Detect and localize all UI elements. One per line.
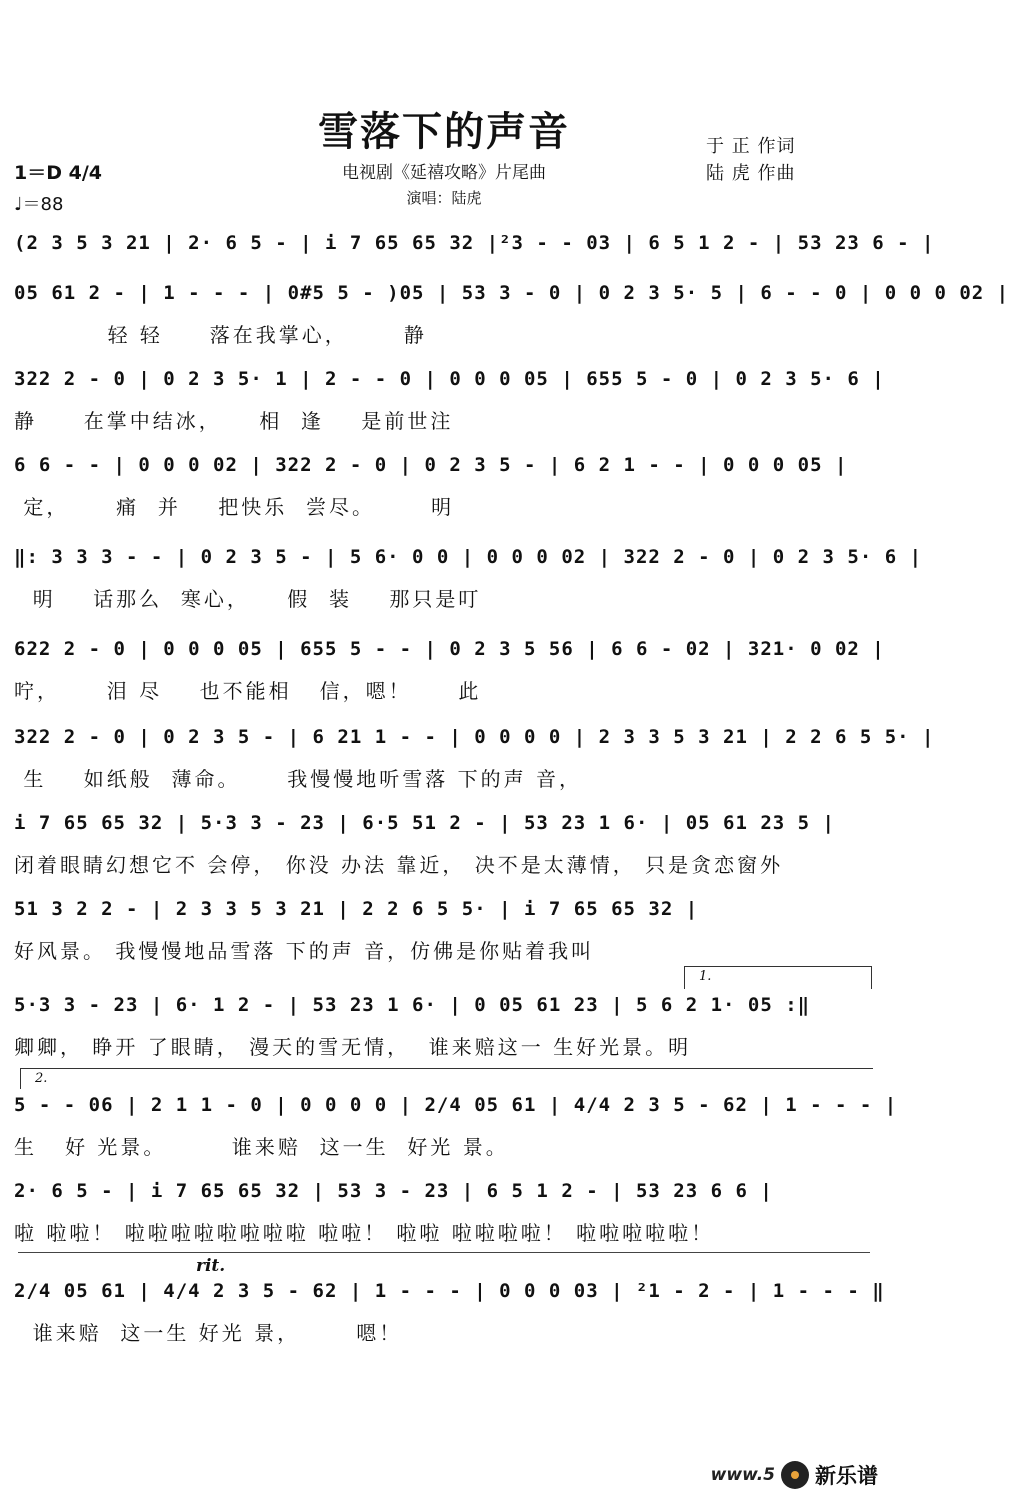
lyrics-line: 啦 啦啦！ 啦啦啦啦啦啦啦啦 啦啦！ 啦啦 啦啦啦啦！ 啦啦啦啦啦！ — [14, 1221, 715, 1245]
lyrics-line: 定， 痛 并 把快乐 尝尽。 明 — [14, 495, 455, 519]
lyrics-line: 生 如纸般 薄命。 我慢慢地听雪落 下的声 音， — [14, 767, 583, 791]
notes-line: 2/4 05 61 | 4/4 2 3 5 - 62 | 1 - - - | 0 0 0 03 | ²1 - 2 - | 1 - - - ‖ — [14, 1280, 885, 1302]
lyrics-line: 卿卿， 睁开 了眼睛， 漫天的雪无情， 谁来赔这一 生好光景。明 — [14, 1035, 692, 1059]
lyrics-line: 咛， 泪 尽 也不能相 信，嗯！ 此 — [14, 679, 482, 703]
volta-label: 1. — [699, 969, 712, 984]
key-signature: 1＝D 4/4 — [14, 162, 102, 184]
notes-line: 2· 6 5 - | i 7 65 65 32 | 53 3 - 23 | 6 5 1 2 - | 53 23 6 6 | — [14, 1180, 773, 1202]
lyrics-line: 生 好 光景。 谁来赔 这一生 好光 景。 — [14, 1135, 509, 1159]
song-title: 雪落下的声音 — [318, 108, 570, 155]
notes-line: 6 6 - - | 0 0 0 02 | 322 2 - 0 | 0 2 3 5 - | 6 2 1 - - | 0 0 0 05 | — [14, 454, 848, 476]
volta-bracket-1 — [684, 966, 872, 989]
watermark — [711, 1458, 878, 1492]
notes-line: 51 3 2 2 - | 2 3 3 5 3 21 | 2 2 6 5 5· | i 7 65 65 32 | — [14, 898, 699, 920]
notes-line: 322 2 - 0 | 0 2 3 5· 1 | 2 - - 0 | 0 0 0 05 | 655 5 - 0 | 0 2 3 5· 6 | — [14, 368, 885, 390]
ritardando-mark: rit. — [196, 1256, 226, 1276]
notes-line: 05 61 2 - | 1 - - - | 0#5 5 - )05 | 53 3 - 0 | 0 2 3 5· 5 | 6 - - 0 | 0 0 0 02 | — [14, 282, 1009, 304]
notes-line: 622 2 - 0 | 0 0 0 05 | 655 5 - - | 0 2 3 5 56 | 6 6 - 02 | 321· 0 02 | — [14, 638, 885, 660]
lyrics-line: 轻 轻 落在我掌心， 静 — [14, 323, 427, 347]
lyrics-line: 好风景。 我慢慢地品雪落 下的声 音，仿佛是你贴着我叫 — [14, 939, 595, 963]
notes-line: 5·3 3 - 23 | 6· 1 2 - | 53 23 1 6· | 0 05 61 23 | 5 6 2 1· 05 :‖ — [14, 994, 811, 1016]
lyrics-line: 谁来赔 这一生 好光 景， 嗯！ — [14, 1321, 403, 1345]
composer-credit: 陆 虎 作曲 — [706, 163, 796, 184]
lyrics-line: 静 在掌中结冰， 相 逢 是前世注 — [14, 409, 454, 433]
lyrics-line: 明 话那么 寒心， 假 装 那只是叮 — [14, 587, 482, 611]
notes-line: 322 2 - 0 | 0 2 3 5 - | 6 21 1 - - | 0 0 0 0 | 2 3 3 5 3 21 | 2 2 6 5 5· | — [14, 726, 935, 748]
song-subtitle: 电视剧《延禧攻略》片尾曲 — [342, 163, 546, 183]
lyricist-credit: 于 正 作词 — [706, 136, 796, 157]
divider-line — [18, 1252, 870, 1253]
tempo-mark: ♩＝88 — [14, 194, 64, 215]
notes-line: i 7 65 65 32 | 5·3 3 - 23 | 6·5 51 2 - | 53 23 1 6· | 05 61 23 5 | — [14, 812, 835, 834]
notes-line: ‖: 3 3 3 - - | 0 2 3 5 - | 5 6· 0 0 | 0 0 0 02 | 322 2 - 0 | 0 2 3 5· 6 | — [14, 546, 923, 568]
volta-bracket-2 — [20, 1068, 873, 1089]
lyrics-line: 闭着眼睛幻想它不 会停， 你没 办法 靠近， 决不是太薄情， 只是贪恋窗外 — [14, 853, 784, 877]
watermark-brand: 新乐谱 — [815, 1464, 878, 1488]
disc-logo-icon — [781, 1461, 809, 1489]
notes-line: (2 3 5 3 21 | 2· 6 5 - | i 7 65 65 32 |²3 - - 03 | 6 5 1 2 - | 53 23 6 - | — [14, 232, 935, 254]
watermark-url: www.5 — [710, 1465, 775, 1485]
notes-line: 5 - - 06 | 2 1 1 - 0 | 0 0 0 0 | 2/4 05 61 | 4/4 2 3 5 - 62 | 1 - - - | — [14, 1094, 898, 1116]
singer-credit: 演唱：陆虎 — [406, 189, 482, 207]
volta-label: 2. — [35, 1071, 48, 1086]
